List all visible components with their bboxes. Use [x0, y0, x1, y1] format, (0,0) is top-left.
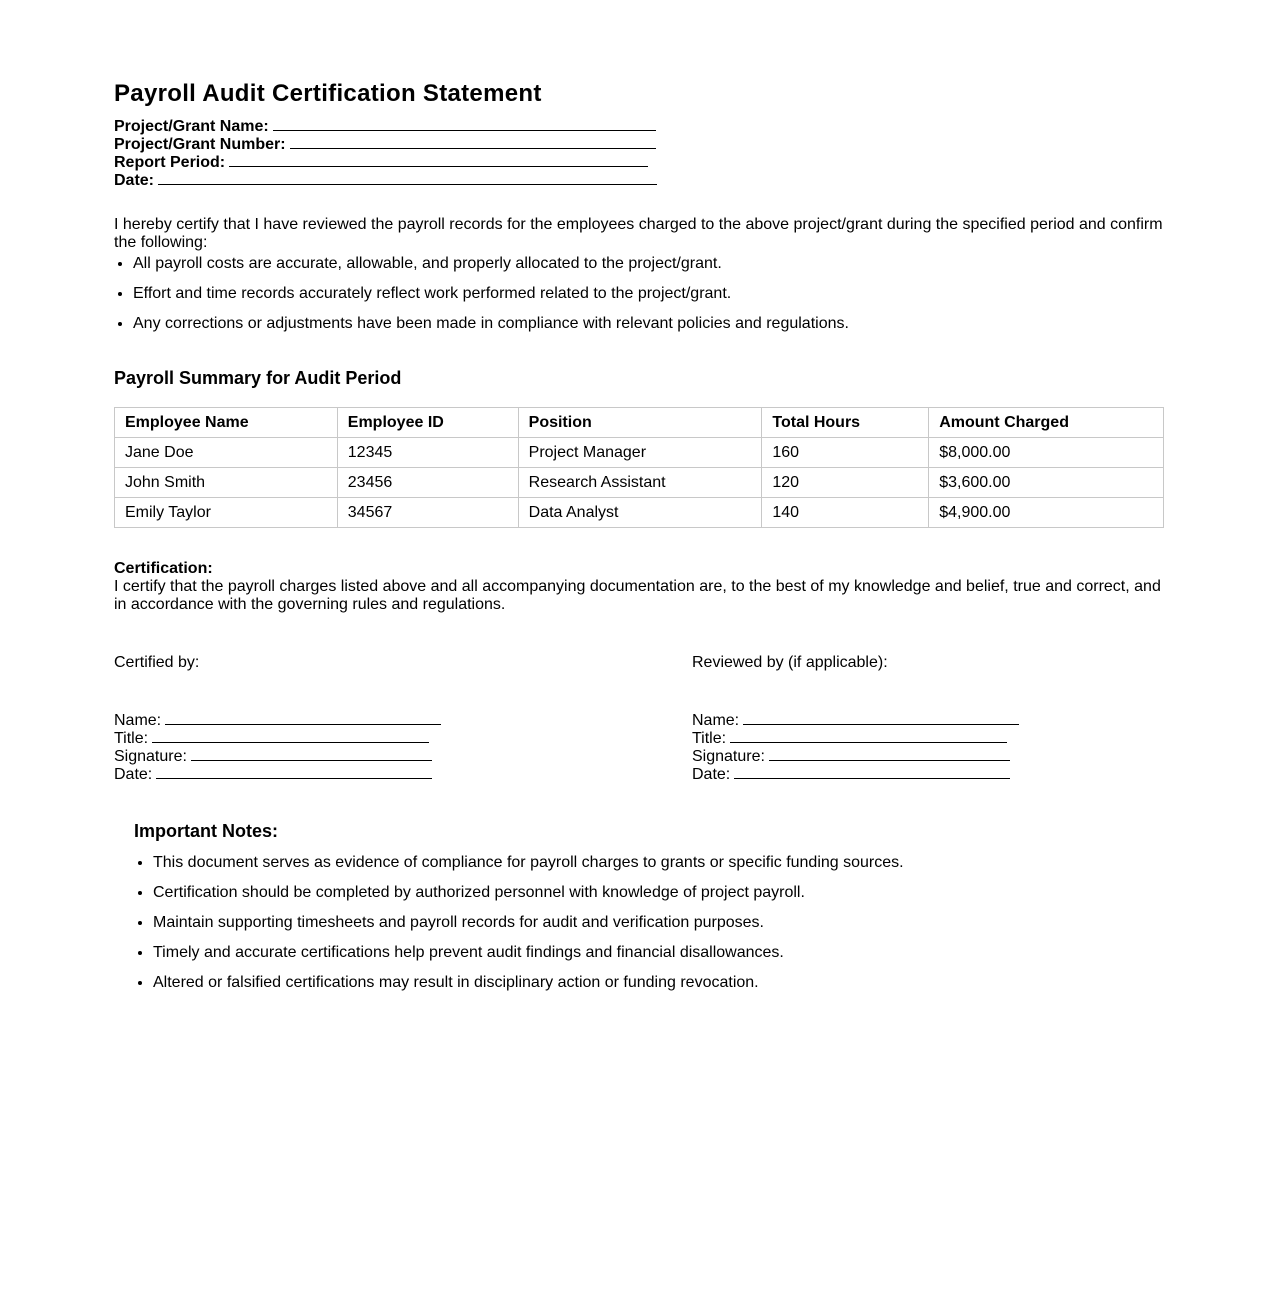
blank-line — [165, 710, 441, 725]
reviewed-by-signature-field — [692, 746, 1112, 764]
field-label: Title: — [692, 730, 727, 747]
meta-field-report-period — [114, 152, 657, 170]
list-item: • All payroll costs are accurate, allowable, and properly allocated to the project/grant. — [133, 255, 849, 273]
table-cell: John Smith — [115, 468, 338, 498]
notes-list — [134, 854, 904, 992]
list-item: • Any corrections or adjustments have been made in compliance with relevant policies and regulations. — [133, 315, 849, 333]
table-cell: 34567 — [337, 498, 518, 528]
column-header-employee-name: Employee Name — [115, 408, 338, 438]
column-header-amount-charged: Amount Charged — [929, 408, 1164, 438]
list-item: • Timely and accurate certifications help prevent audit findings and financial disallowances. — [153, 944, 904, 962]
table-cell: $8,000.00 — [929, 438, 1164, 468]
blank-line — [730, 728, 1007, 743]
field-label: Date: — [692, 766, 731, 783]
certified-by-signature-field — [114, 746, 534, 764]
certified-by-name-field — [114, 710, 534, 728]
payroll-summary-table — [114, 407, 1164, 528]
reviewed-by-block — [692, 654, 1112, 782]
certified-by-title-field — [114, 728, 534, 746]
reviewed-by-date-field — [692, 764, 1112, 782]
blank-line — [743, 710, 1019, 725]
meta-label: Report Period: — [114, 154, 226, 171]
certified-by-heading: Certified by: — [114, 654, 200, 671]
table-cell: $4,900.00 — [929, 498, 1164, 528]
intro-paragraph: I hereby certify that I have reviewed the payroll records for the employees charged to the above project/grant during the specified period and confirm the following: — [114, 216, 1163, 251]
certification-section — [114, 560, 1164, 614]
field-label: Name: — [114, 712, 162, 729]
meta-field-date — [114, 170, 657, 188]
table-row — [115, 498, 1164, 528]
table-cell: Data Analyst — [518, 498, 762, 528]
field-label: Signature: — [114, 748, 187, 765]
column-header-position: Position — [518, 408, 762, 438]
list-item: • Effort and time records accurately reflect work performed related to the project/grant. — [133, 285, 849, 303]
blank-line — [191, 746, 432, 761]
table-cell: 120 — [762, 468, 929, 498]
blank-line — [229, 152, 648, 167]
blank-line — [734, 764, 1010, 779]
table-cell: Project Manager — [518, 438, 762, 468]
blank-line — [273, 116, 656, 131]
important-notes-section — [134, 820, 904, 1004]
table-cell: Emily Taylor — [115, 498, 338, 528]
column-header-employee-id: Employee ID — [337, 408, 518, 438]
list-item: • Certification should be completed by authorized personnel with knowledge of project payroll. — [153, 884, 904, 902]
field-label: Date: — [114, 766, 153, 783]
blank-line — [152, 728, 429, 743]
table-cell: 140 — [762, 498, 929, 528]
table-cell: Jane Doe — [115, 438, 338, 468]
notes-heading: Important Notes: — [134, 821, 278, 841]
table-row — [115, 468, 1164, 498]
field-label: Title: — [114, 730, 149, 747]
list-item: • Maintain supporting timesheets and payroll records for audit and verification purposes. — [153, 914, 904, 932]
table-row — [115, 438, 1164, 468]
column-header-total-hours: Total Hours — [762, 408, 929, 438]
table-header-row — [115, 408, 1164, 438]
list-item: • This document serves as evidence of compliance for payroll charges to grants or specific funding sources. — [153, 854, 904, 872]
table-cell: 160 — [762, 438, 929, 468]
summary-title: Payroll Summary for Audit Period — [114, 368, 402, 388]
table-cell: Research Assistant — [518, 468, 762, 498]
blank-line — [158, 170, 657, 185]
blank-line — [290, 134, 656, 149]
certification-heading: Certification: — [114, 560, 213, 577]
field-label: Name: — [692, 712, 740, 729]
meta-field-project-name — [114, 116, 657, 134]
project-meta-fields — [114, 116, 657, 188]
certified-by-block — [114, 654, 534, 782]
table-cell: 23456 — [337, 468, 518, 498]
table-cell: $3,600.00 — [929, 468, 1164, 498]
reviewed-by-name-field — [692, 710, 1112, 728]
reviewed-by-title-field — [692, 728, 1112, 746]
meta-field-project-number — [114, 134, 657, 152]
certification-text: I certify that the payroll charges listed above and all accompanying documentation are, to the best of my knowledge and belief, true and correct, and in accordance with the governing rules and regulations. — [114, 578, 1161, 613]
certified-by-date-field — [114, 764, 534, 782]
blank-line — [156, 764, 432, 779]
list-item: • Altered or falsified certifications may result in disciplinary action or funding revocation. — [153, 974, 904, 992]
meta-label: Date: — [114, 172, 155, 189]
meta-label: Project/Grant Number: — [114, 136, 286, 153]
field-label: Signature: — [692, 748, 765, 765]
meta-label: Project/Grant Name: — [114, 118, 269, 135]
table-cell: 12345 — [337, 438, 518, 468]
reviewed-by-heading: Reviewed by (if applicable): — [692, 654, 888, 671]
document-title: Payroll Audit Certification Statement — [114, 80, 542, 107]
confirmation-list — [114, 255, 849, 345]
blank-line — [769, 746, 1010, 761]
